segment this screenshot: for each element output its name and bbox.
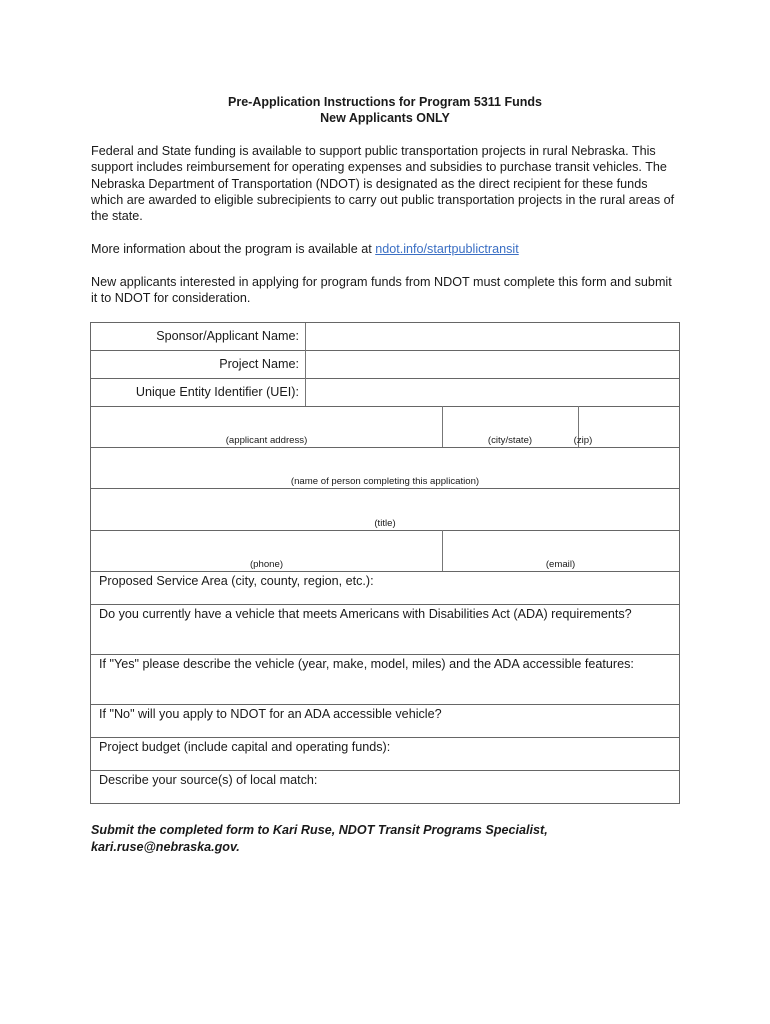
row-divider	[91, 654, 679, 655]
instructions-paragraph: New applicants interested in applying for program funds from NDOT must complete this form and submit it to NDOT for consideration.	[91, 275, 672, 306]
sponsor-name-field[interactable]	[307, 324, 679, 349]
row-divider	[91, 350, 679, 351]
more-info-prefix: More information about the program is available at	[91, 242, 376, 256]
submit-instructions	[91, 822, 681, 855]
title-line-1: Pre-Application Instructions for Program 5311 Funds	[228, 95, 542, 109]
row-divider	[91, 378, 679, 379]
question-apply-ada-vehicle: If "No" will you apply to NDOT for an ADA accessible vehicle?	[99, 707, 442, 721]
sponsor-name-label: Sponsor/Applicant Name:	[156, 329, 299, 343]
uei-label: Unique Entity Identifier (UEI):	[135, 385, 299, 399]
row-divider	[91, 704, 679, 705]
question-local-match: Describe your source(s) of local match:	[99, 773, 318, 787]
project-budget-answer[interactable]	[92, 755, 678, 769]
question-project-budget: Project budget (include capital and operating funds):	[99, 740, 391, 754]
submit-line-1: Submit the completed form to Kari Ruse, NDOT Transit Programs Specialist,	[91, 823, 548, 837]
row-divider	[91, 530, 679, 531]
label-column-divider	[305, 323, 306, 406]
email-field[interactable]	[444, 532, 678, 560]
apply-ada-vehicle-answer[interactable]	[92, 722, 678, 736]
title-line-2: New Applicants ONLY	[320, 111, 450, 125]
row-divider	[91, 571, 679, 572]
title-field[interactable]	[92, 490, 678, 518]
zip-caption: (zip)	[573, 435, 593, 446]
applicant-address-caption: (applicant address)	[225, 435, 308, 446]
city-state-caption: (city/state)	[487, 435, 533, 446]
question-vehicle-description: If "Yes" please describe the vehicle (year, make, model, miles) and the ADA accessible features:	[99, 657, 634, 671]
vehicle-description-answer[interactable]	[92, 689, 678, 703]
person-name-caption: (name of person completing this application)	[290, 476, 480, 487]
zip-field[interactable]	[580, 408, 678, 436]
person-name-field[interactable]	[92, 449, 678, 477]
row-divider	[91, 770, 679, 771]
application-form-table	[90, 322, 680, 804]
ada-vehicle-answer[interactable]	[92, 639, 678, 653]
email-caption: (email)	[545, 559, 576, 570]
question-service-area: Proposed Service Area (city, county, region, etc.):	[99, 574, 374, 588]
row-divider	[91, 604, 679, 605]
city-state-field[interactable]	[444, 408, 576, 436]
question-ada-vehicle: Do you currently have a vehicle that meets Americans with Disabilities Act (ADA) requirements?	[99, 607, 632, 621]
local-match-answer[interactable]	[92, 788, 678, 802]
row-divider	[91, 406, 679, 407]
project-name-label: Project Name:	[219, 357, 299, 371]
row-divider	[91, 737, 679, 738]
more-info-text	[91, 241, 681, 257]
title-caption: (title)	[374, 518, 396, 529]
row-divider	[91, 488, 679, 489]
applicant-address-field[interactable]	[92, 408, 440, 436]
submit-line-2-email: kari.ruse@nebraska.gov.	[91, 839, 240, 854]
row-divider	[91, 447, 679, 448]
program-info-link[interactable]: ndot.info/startpublictransit	[375, 242, 519, 256]
phone-field[interactable]	[92, 532, 440, 560]
intro-paragraph: Federal and State funding is available to support public transportation projects in rural Nebraska. This support includes reimbursement for operating expenses and subsidies to purchase transit vehicles. The Nebraska Department of Transportation (NDOT) is designated as the direct recipient for these funds which are awarded to eligible subrecipients to carry out public transportation projects in the rural areas of the state.	[91, 144, 675, 224]
phone-caption: (phone)	[249, 559, 284, 570]
project-name-field[interactable]	[307, 352, 679, 377]
service-area-answer[interactable]	[92, 589, 678, 603]
uei-field[interactable]	[307, 380, 679, 405]
